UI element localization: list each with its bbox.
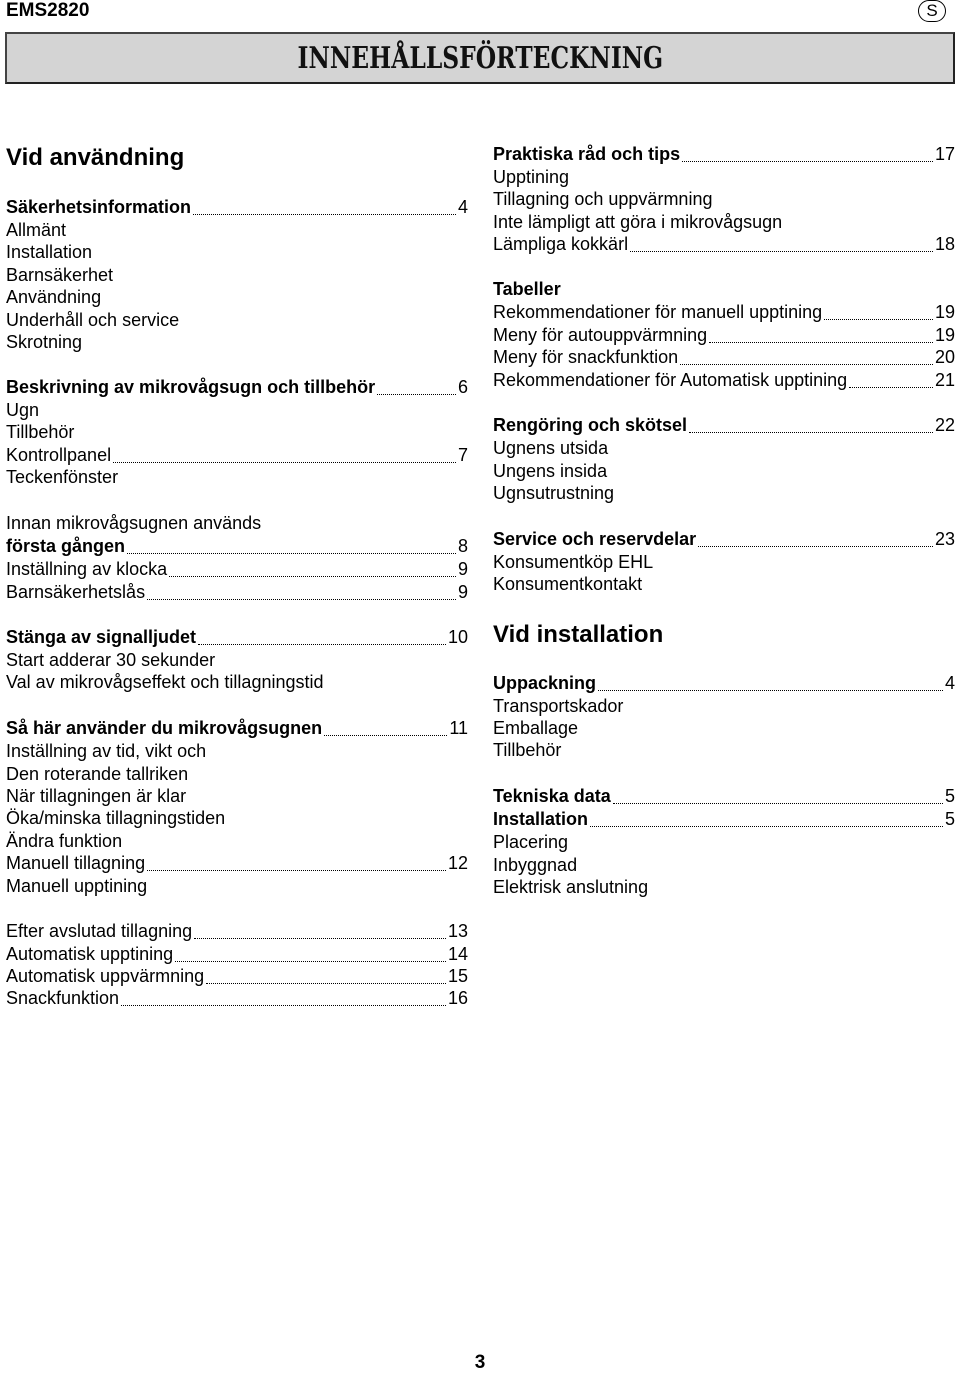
toc-entry	[493, 278, 955, 300]
toc-entry	[6, 286, 468, 308]
toc-entry	[6, 943, 468, 965]
toc-entry	[6, 717, 468, 739]
toc-entry	[493, 876, 955, 898]
dot-leader	[682, 161, 933, 162]
toc-entry	[493, 324, 955, 346]
dot-leader	[147, 870, 446, 871]
dot-leader	[193, 214, 456, 215]
toc-entry	[493, 211, 955, 233]
toc-entry-page: 5	[944, 809, 955, 829]
dot-leader	[849, 387, 933, 388]
toc-entry	[6, 512, 468, 534]
toc-entry	[6, 920, 468, 942]
toc-entry-label: Så här använder du mikrovågsugnen	[6, 718, 323, 738]
toc-entry	[6, 965, 468, 987]
toc-entry	[493, 369, 955, 391]
toc-entry-label: Installation	[493, 809, 589, 829]
toc-entry-label: Service och reservdelar	[493, 529, 697, 549]
dot-leader	[127, 553, 456, 554]
toc-entry	[493, 460, 955, 482]
toc-entry-page: 4	[457, 197, 468, 217]
language-badge: S	[918, 0, 946, 22]
toc-entry	[6, 807, 468, 829]
toc-entry-label: Användning	[6, 287, 102, 307]
toc-entry-label: Ugnsutrustning	[493, 483, 615, 503]
toc-entry-label: Elektrisk anslutning	[493, 877, 649, 897]
toc-entry	[6, 196, 468, 218]
dot-leader	[377, 394, 456, 395]
toc-entry	[493, 301, 955, 323]
toc-entry	[6, 763, 468, 785]
toc-entry-label: Tillbehör	[493, 740, 562, 760]
toc-entry-page: 6	[457, 377, 468, 397]
dot-leader	[198, 644, 446, 645]
toc-entry	[493, 346, 955, 368]
toc-entry-label: Underhåll och service	[6, 310, 180, 330]
toc-entry-page: 14	[447, 944, 468, 964]
toc-entry	[493, 695, 955, 717]
toc-entry-label: Automatisk uppvärmning	[6, 966, 205, 986]
toc-entry-label: Öka/minska tillagningstiden	[6, 808, 226, 828]
toc-entry	[6, 421, 468, 443]
toc-entry-page: 16	[447, 988, 468, 1008]
toc-entry-page: 12	[447, 853, 468, 873]
page-title: INNEHÅLLSFÖRTECKNING	[297, 41, 663, 76]
toc-entry	[493, 166, 955, 188]
toc-entry-label: Inbyggnad	[493, 855, 578, 875]
dot-leader	[824, 319, 933, 320]
toc-entry-label: Beskrivning av mikrovågsugn och tillbehör	[6, 377, 376, 397]
dot-leader	[689, 432, 933, 433]
toc-entry-label: Ungens insida	[493, 461, 608, 481]
toc-entry-label: Konsumentkontakt	[493, 574, 643, 594]
toc-entry-label: Teckenfönster	[6, 467, 119, 487]
toc-entry	[493, 785, 955, 807]
toc-entry-label: Rekommendationer för manuell upptining	[493, 302, 823, 322]
toc-entry	[493, 528, 955, 550]
toc-entry-label: Emballage	[493, 718, 579, 738]
toc-entry	[493, 717, 955, 739]
toc-entry-label: Barnsäkerhet	[6, 265, 114, 285]
toc-entry-label: Lämpliga kokkärl	[493, 234, 629, 254]
toc-entry-page: 9	[457, 582, 468, 602]
toc-entry	[6, 466, 468, 488]
dot-leader	[175, 961, 446, 962]
toc-entry	[6, 399, 468, 421]
toc-entry	[6, 987, 468, 1009]
toc-entry-label: Tillbehör	[6, 422, 75, 442]
toc-entry-label: Manuell tillagning	[6, 853, 146, 873]
dot-leader	[630, 251, 933, 252]
toc-entry	[6, 558, 468, 580]
toc-entry-label: Val av mikrovågseffekt och tillagningstid	[6, 672, 324, 692]
toc-entry	[6, 581, 468, 603]
dot-leader	[194, 938, 446, 939]
toc-entry-label: Meny för snackfunktion	[493, 347, 679, 367]
toc-entry-label: Kontrollpanel	[6, 445, 112, 465]
toc-entry-label: Placering	[493, 832, 569, 852]
toc-entry	[6, 830, 468, 852]
toc-entry-label: När tillagningen är klar	[6, 786, 187, 806]
toc-entry-label: Rengöring och skötsel	[493, 415, 688, 435]
toc-entry	[493, 739, 955, 761]
toc-entry	[493, 482, 955, 504]
toc-entry	[493, 672, 955, 694]
toc-entry	[493, 573, 955, 595]
toc-entry-page: 18	[934, 234, 955, 254]
toc-entry	[493, 143, 955, 165]
toc-entry-label: Efter avslutad tillagning	[6, 921, 193, 941]
toc-entry-page: 10	[447, 627, 468, 647]
toc-entry-page: 23	[934, 529, 955, 549]
toc-entry	[493, 414, 955, 436]
toc-entry-page: 21	[934, 370, 955, 390]
dot-leader	[613, 803, 943, 804]
toc-entry-page: 20	[934, 347, 955, 367]
toc-entry-label: Rekommendationer för Automatisk upptining	[493, 370, 848, 390]
toc-entry-label: Ugnens utsida	[493, 438, 609, 458]
toc-entry-page: 8	[457, 536, 468, 556]
toc-entry-page: 19	[934, 302, 955, 322]
toc-entry	[6, 671, 468, 693]
toc-entry	[493, 808, 955, 830]
dot-leader	[598, 690, 943, 691]
toc-entry	[6, 535, 468, 557]
toc-entry	[6, 219, 468, 241]
dot-leader	[709, 342, 933, 343]
toc-entry-page: 5	[944, 786, 955, 806]
toc-entry-label: Inte lämpligt att göra i mikrovågsugn	[493, 212, 783, 232]
toc-entry	[493, 188, 955, 210]
toc-entry	[6, 875, 468, 897]
toc-entry-label: Snackfunktion	[6, 988, 120, 1008]
toc-entry	[6, 264, 468, 286]
toc-entry-label: Installation	[6, 242, 93, 262]
toc-entry-label: Ändra funktion	[6, 831, 123, 851]
toc-entry	[6, 444, 468, 466]
toc-entry-page: 9	[457, 559, 468, 579]
toc-entry-label: Meny för autouppvärmning	[493, 325, 708, 345]
toc-entry-label: Upptining	[493, 167, 570, 187]
dot-leader	[147, 599, 456, 600]
toc-entry-label: Tabeller	[493, 279, 561, 299]
dot-leader	[206, 983, 446, 984]
toc-entry-page: 17	[934, 144, 955, 164]
section-title-usage: Vid användning	[6, 144, 185, 171]
toc-entry	[493, 551, 955, 573]
toc-entry-label: första gången	[6, 536, 126, 556]
toc-entry-label: Barnsäkerhetslås	[6, 582, 146, 602]
toc-entry-page: 15	[447, 966, 468, 986]
toc-entry	[6, 740, 468, 762]
toc-entry-page: 11	[449, 718, 468, 738]
title-bar	[5, 32, 955, 84]
toc-entry	[493, 854, 955, 876]
toc-entry-label: Uppackning	[493, 673, 597, 693]
toc-entry-label: Säkerhetsinformation	[6, 197, 192, 217]
toc-entry-label: Ugn	[6, 400, 40, 420]
toc-entry-page: 13	[447, 921, 468, 941]
dot-leader	[698, 546, 933, 547]
toc-entry-label: Innan mikrovågsugnen används	[6, 513, 262, 533]
toc-entry	[6, 649, 468, 671]
section-title-installation: Vid installation	[493, 621, 664, 648]
toc-entry-label: Transportskador	[493, 696, 624, 716]
toc-entry	[6, 785, 468, 807]
dot-leader	[680, 364, 933, 365]
toc-entry	[6, 626, 468, 648]
model-label: EMS2820	[6, 0, 90, 21]
toc-entry-page: 7	[457, 445, 468, 465]
toc-entry	[6, 331, 468, 353]
toc-entry	[6, 376, 468, 398]
toc-entry-label: Automatisk upptining	[6, 944, 174, 964]
dot-leader	[590, 826, 943, 827]
toc-entry-label: Tillagning och uppvärmning	[493, 189, 713, 209]
page-number: 3	[474, 1352, 486, 1373]
toc-entry-label: Stänga av signalljudet	[6, 627, 197, 647]
toc-entry	[493, 233, 955, 255]
toc-entry-page: 22	[934, 415, 955, 435]
toc-entry-label: Inställning av tid, vikt och	[6, 741, 207, 761]
toc-entry	[493, 437, 955, 459]
dot-leader	[169, 576, 456, 577]
dot-leader	[324, 735, 447, 736]
toc-entry-label: Praktiska råd och tips	[493, 144, 681, 164]
toc-entry-label: Manuell upptining	[6, 876, 148, 896]
toc-entry-label: Start adderar 30 sekunder	[6, 650, 216, 670]
toc-entry	[6, 852, 468, 874]
toc-entry	[493, 831, 955, 853]
toc-entry-label: Konsumentköp EHL	[493, 552, 654, 572]
toc-entry-label: Allmänt	[6, 220, 67, 240]
toc-entry-label: Tekniska data	[493, 786, 611, 806]
toc-entry-page: 4	[944, 673, 955, 693]
toc-entry	[6, 241, 468, 263]
toc-entry-label: Skrotning	[6, 332, 83, 352]
toc-entry	[6, 309, 468, 331]
dot-leader	[121, 1005, 446, 1006]
toc-entry-page: 19	[934, 325, 955, 345]
dot-leader	[113, 462, 456, 463]
toc-entry-label: Den roterande tallriken	[6, 764, 189, 784]
toc-entry-label: Inställning av klocka	[6, 559, 168, 579]
